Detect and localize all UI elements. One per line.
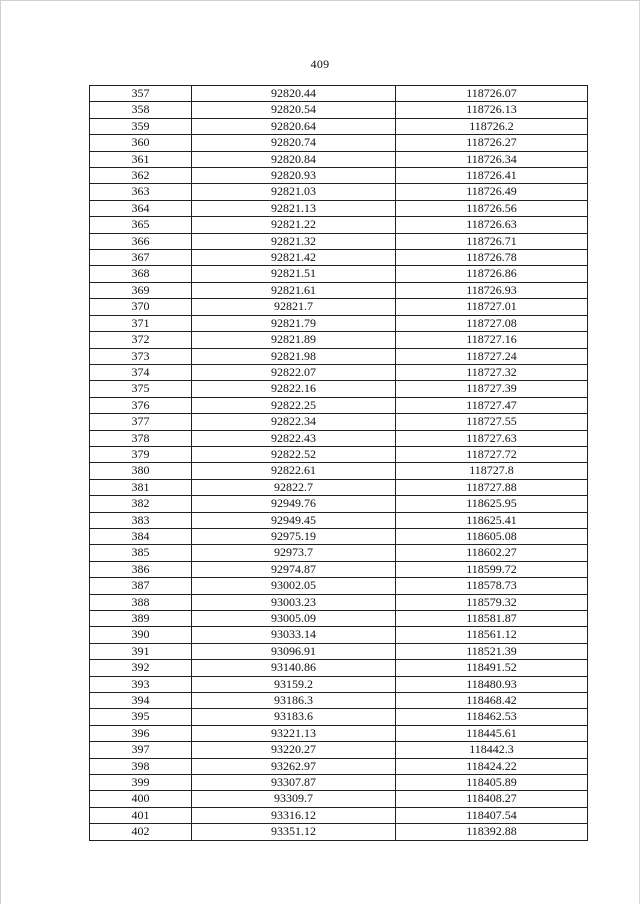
y-coordinate-cell: 118726.56 bbox=[396, 200, 588, 216]
x-coordinate-cell: 92820.84 bbox=[192, 151, 396, 167]
coordinate-table-body bbox=[90, 86, 588, 841]
x-coordinate-cell: 92974.87 bbox=[192, 561, 396, 577]
y-coordinate-cell: 118462.53 bbox=[396, 709, 588, 725]
point-index-cell: 363 bbox=[90, 184, 192, 200]
x-coordinate-cell: 92973.7 bbox=[192, 545, 396, 561]
y-coordinate-cell: 118599.72 bbox=[396, 561, 588, 577]
y-coordinate-cell: 118726.86 bbox=[396, 266, 588, 282]
table-row bbox=[90, 742, 588, 758]
table-row bbox=[90, 414, 588, 430]
point-index-cell: 376 bbox=[90, 397, 192, 413]
point-index-cell: 389 bbox=[90, 611, 192, 627]
point-index-cell: 375 bbox=[90, 381, 192, 397]
y-coordinate-cell: 118480.93 bbox=[396, 676, 588, 692]
table-row bbox=[90, 299, 588, 315]
y-coordinate-cell: 118726.63 bbox=[396, 217, 588, 233]
point-index-cell: 397 bbox=[90, 742, 192, 758]
point-index-cell: 391 bbox=[90, 643, 192, 659]
x-coordinate-cell: 92822.07 bbox=[192, 364, 396, 380]
table-row bbox=[90, 528, 588, 544]
x-coordinate-cell: 92820.44 bbox=[192, 86, 396, 102]
point-index-cell: 370 bbox=[90, 299, 192, 315]
x-coordinate-cell: 92975.19 bbox=[192, 528, 396, 544]
x-coordinate-cell: 92821.7 bbox=[192, 299, 396, 315]
point-index-cell: 384 bbox=[90, 528, 192, 544]
y-coordinate-cell: 118491.52 bbox=[396, 660, 588, 676]
y-coordinate-cell: 118578.73 bbox=[396, 578, 588, 594]
y-coordinate-cell: 118468.42 bbox=[396, 693, 588, 709]
table-row bbox=[90, 348, 588, 364]
y-coordinate-cell: 118561.12 bbox=[396, 627, 588, 643]
point-index-cell: 369 bbox=[90, 282, 192, 298]
x-coordinate-cell: 92821.61 bbox=[192, 282, 396, 298]
x-coordinate-cell: 92820.74 bbox=[192, 135, 396, 151]
x-coordinate-cell: 93033.14 bbox=[192, 627, 396, 643]
y-coordinate-cell: 118727.01 bbox=[396, 299, 588, 315]
table-row bbox=[90, 118, 588, 134]
x-coordinate-cell: 93262.97 bbox=[192, 758, 396, 774]
y-coordinate-cell: 118727.47 bbox=[396, 397, 588, 413]
point-index-cell: 367 bbox=[90, 250, 192, 266]
x-coordinate-cell: 92822.16 bbox=[192, 381, 396, 397]
table-row bbox=[90, 791, 588, 807]
y-coordinate-cell: 118424.22 bbox=[396, 758, 588, 774]
y-coordinate-cell: 118726.34 bbox=[396, 151, 588, 167]
y-coordinate-cell: 118727.88 bbox=[396, 479, 588, 495]
y-coordinate-cell: 118407.54 bbox=[396, 807, 588, 823]
table-row bbox=[90, 594, 588, 610]
x-coordinate-cell: 92949.76 bbox=[192, 496, 396, 512]
x-coordinate-cell: 92821.22 bbox=[192, 217, 396, 233]
table-row bbox=[90, 282, 588, 298]
table-row bbox=[90, 332, 588, 348]
point-index-cell: 386 bbox=[90, 561, 192, 577]
table-row bbox=[90, 627, 588, 643]
point-index-cell: 390 bbox=[90, 627, 192, 643]
x-coordinate-cell: 92821.03 bbox=[192, 184, 396, 200]
x-coordinate-cell: 93351.12 bbox=[192, 824, 396, 840]
y-coordinate-cell: 118726.27 bbox=[396, 135, 588, 151]
point-index-cell: 396 bbox=[90, 725, 192, 741]
table-row bbox=[90, 611, 588, 627]
x-coordinate-cell: 92822.34 bbox=[192, 414, 396, 430]
y-coordinate-cell: 118726.13 bbox=[396, 102, 588, 118]
y-coordinate-cell: 118727.55 bbox=[396, 414, 588, 430]
coordinate-table bbox=[89, 85, 588, 841]
point-index-cell: 392 bbox=[90, 660, 192, 676]
point-index-cell: 401 bbox=[90, 807, 192, 823]
point-index-cell: 380 bbox=[90, 463, 192, 479]
point-index-cell: 377 bbox=[90, 414, 192, 430]
x-coordinate-cell: 92821.79 bbox=[192, 315, 396, 331]
table-row bbox=[90, 676, 588, 692]
x-coordinate-cell: 92822.43 bbox=[192, 430, 396, 446]
table-row bbox=[90, 758, 588, 774]
table-row bbox=[90, 446, 588, 462]
table-row bbox=[90, 315, 588, 331]
point-index-cell: 362 bbox=[90, 168, 192, 184]
y-coordinate-cell: 118442.3 bbox=[396, 742, 588, 758]
table-row bbox=[90, 102, 588, 118]
x-coordinate-cell: 93316.12 bbox=[192, 807, 396, 823]
point-index-cell: 364 bbox=[90, 200, 192, 216]
y-coordinate-cell: 118521.39 bbox=[396, 643, 588, 659]
table-row bbox=[90, 463, 588, 479]
x-coordinate-cell: 93183.6 bbox=[192, 709, 396, 725]
point-index-cell: 368 bbox=[90, 266, 192, 282]
y-coordinate-cell: 118727.08 bbox=[396, 315, 588, 331]
table-row bbox=[90, 151, 588, 167]
point-index-cell: 400 bbox=[90, 791, 192, 807]
x-coordinate-cell: 92820.54 bbox=[192, 102, 396, 118]
point-index-cell: 359 bbox=[90, 118, 192, 134]
y-coordinate-cell: 118726.07 bbox=[396, 86, 588, 102]
table-row bbox=[90, 775, 588, 791]
table-row bbox=[90, 200, 588, 216]
table-row bbox=[90, 266, 588, 282]
table-row bbox=[90, 725, 588, 741]
x-coordinate-cell: 93309.7 bbox=[192, 791, 396, 807]
table-row bbox=[90, 135, 588, 151]
point-index-cell: 373 bbox=[90, 348, 192, 364]
y-coordinate-cell: 118405.89 bbox=[396, 775, 588, 791]
x-coordinate-cell: 93140.86 bbox=[192, 660, 396, 676]
y-coordinate-cell: 118605.08 bbox=[396, 528, 588, 544]
table-row bbox=[90, 561, 588, 577]
x-coordinate-cell: 93096.91 bbox=[192, 643, 396, 659]
x-coordinate-cell: 92821.89 bbox=[192, 332, 396, 348]
y-coordinate-cell: 118727.72 bbox=[396, 446, 588, 462]
y-coordinate-cell: 118726.2 bbox=[396, 118, 588, 134]
x-coordinate-cell: 93002.05 bbox=[192, 578, 396, 594]
x-coordinate-cell: 92822.7 bbox=[192, 479, 396, 495]
y-coordinate-cell: 118445.61 bbox=[396, 725, 588, 741]
x-coordinate-cell: 92820.93 bbox=[192, 168, 396, 184]
point-index-cell: 394 bbox=[90, 693, 192, 709]
x-coordinate-cell: 92821.13 bbox=[192, 200, 396, 216]
point-index-cell: 366 bbox=[90, 233, 192, 249]
x-coordinate-cell: 92822.61 bbox=[192, 463, 396, 479]
point-index-cell: 399 bbox=[90, 775, 192, 791]
point-index-cell: 378 bbox=[90, 430, 192, 446]
table-row bbox=[90, 643, 588, 659]
point-index-cell: 357 bbox=[90, 86, 192, 102]
y-coordinate-cell: 118602.27 bbox=[396, 545, 588, 561]
y-coordinate-cell: 118726.93 bbox=[396, 282, 588, 298]
point-index-cell: 374 bbox=[90, 364, 192, 380]
y-coordinate-cell: 118727.63 bbox=[396, 430, 588, 446]
table-row bbox=[90, 693, 588, 709]
y-coordinate-cell: 118727.24 bbox=[396, 348, 588, 364]
x-coordinate-cell: 93307.87 bbox=[192, 775, 396, 791]
table-row bbox=[90, 364, 588, 380]
x-coordinate-cell: 93003.23 bbox=[192, 594, 396, 610]
y-coordinate-cell: 118726.49 bbox=[396, 184, 588, 200]
table-row bbox=[90, 184, 588, 200]
point-index-cell: 402 bbox=[90, 824, 192, 840]
table-row bbox=[90, 479, 588, 495]
point-index-cell: 383 bbox=[90, 512, 192, 528]
point-index-cell: 387 bbox=[90, 578, 192, 594]
y-coordinate-cell: 118726.71 bbox=[396, 233, 588, 249]
point-index-cell: 382 bbox=[90, 496, 192, 512]
point-index-cell: 372 bbox=[90, 332, 192, 348]
y-coordinate-cell: 118625.41 bbox=[396, 512, 588, 528]
table-row bbox=[90, 512, 588, 528]
x-coordinate-cell: 92949.45 bbox=[192, 512, 396, 528]
point-index-cell: 385 bbox=[90, 545, 192, 561]
x-coordinate-cell: 92820.64 bbox=[192, 118, 396, 134]
point-index-cell: 388 bbox=[90, 594, 192, 610]
x-coordinate-cell: 93220.27 bbox=[192, 742, 396, 758]
table-row bbox=[90, 709, 588, 725]
x-coordinate-cell: 93159.2 bbox=[192, 676, 396, 692]
y-coordinate-cell: 118727.8 bbox=[396, 463, 588, 479]
table-row bbox=[90, 86, 588, 102]
table-row bbox=[90, 233, 588, 249]
table-row bbox=[90, 250, 588, 266]
x-coordinate-cell: 92821.98 bbox=[192, 348, 396, 364]
table-row bbox=[90, 397, 588, 413]
point-index-cell: 381 bbox=[90, 479, 192, 495]
x-coordinate-cell: 93221.13 bbox=[192, 725, 396, 741]
y-coordinate-cell: 118727.39 bbox=[396, 381, 588, 397]
point-index-cell: 371 bbox=[90, 315, 192, 331]
point-index-cell: 365 bbox=[90, 217, 192, 233]
x-coordinate-cell: 92821.51 bbox=[192, 266, 396, 282]
table-row bbox=[90, 660, 588, 676]
x-coordinate-cell: 92822.52 bbox=[192, 446, 396, 462]
y-coordinate-cell: 118625.95 bbox=[396, 496, 588, 512]
x-coordinate-cell: 92821.32 bbox=[192, 233, 396, 249]
point-index-cell: 398 bbox=[90, 758, 192, 774]
point-index-cell: 393 bbox=[90, 676, 192, 692]
x-coordinate-cell: 93186.3 bbox=[192, 693, 396, 709]
y-coordinate-cell: 118726.41 bbox=[396, 168, 588, 184]
x-coordinate-cell: 93005.09 bbox=[192, 611, 396, 627]
table-row bbox=[90, 381, 588, 397]
point-index-cell: 379 bbox=[90, 446, 192, 462]
x-coordinate-cell: 92821.42 bbox=[192, 250, 396, 266]
y-coordinate-cell: 118408.27 bbox=[396, 791, 588, 807]
y-coordinate-cell: 118727.16 bbox=[396, 332, 588, 348]
page-number: 409 bbox=[310, 57, 330, 71]
point-index-cell: 395 bbox=[90, 709, 192, 725]
table-row bbox=[90, 168, 588, 184]
point-index-cell: 360 bbox=[90, 135, 192, 151]
table-row bbox=[90, 824, 588, 840]
y-coordinate-cell: 118579.32 bbox=[396, 594, 588, 610]
table-row bbox=[90, 217, 588, 233]
table-row bbox=[90, 496, 588, 512]
table-row bbox=[90, 430, 588, 446]
y-coordinate-cell: 118727.32 bbox=[396, 364, 588, 380]
point-index-cell: 361 bbox=[90, 151, 192, 167]
point-index-cell: 358 bbox=[90, 102, 192, 118]
table-row bbox=[90, 578, 588, 594]
table-row bbox=[90, 545, 588, 561]
y-coordinate-cell: 118581.87 bbox=[396, 611, 588, 627]
x-coordinate-cell: 92822.25 bbox=[192, 397, 396, 413]
y-coordinate-cell: 118726.78 bbox=[396, 250, 588, 266]
table-row bbox=[90, 807, 588, 823]
y-coordinate-cell: 118392.88 bbox=[396, 824, 588, 840]
